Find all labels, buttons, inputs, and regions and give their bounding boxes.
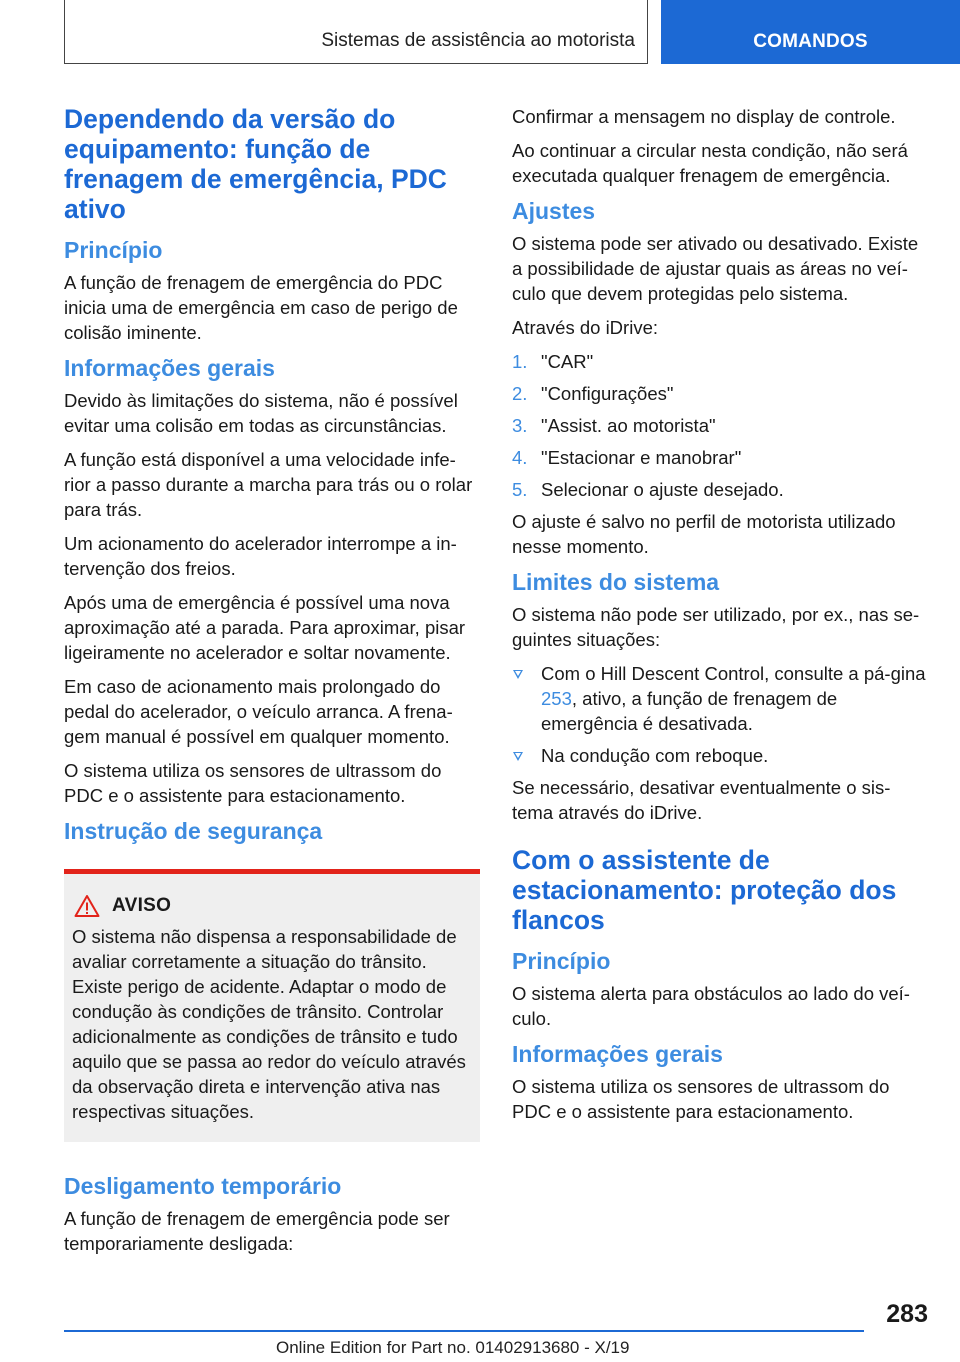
step-text: "Estacionar e manobrar" bbox=[541, 447, 742, 468]
limits-paragraph: O sistema não pode ser utilizado, por ex., nas se‐guintes situações: bbox=[512, 604, 920, 650]
warning-text: O sistema não dispensa a responsabilidade de avaliar corretamente a situação do trânsito. Existe perigo de acidente. Adaptar o modo de condução às condições de trânsito. Controlar adicionalmente as condições de trânsito e tudo aquilo que se passa ao redor do veículo através da observação direta e intervenção ativa nas respectivas situações. bbox=[72, 926, 466, 1122]
section-heading-flank-protection: Com o assistente de estacionamento: proteção dos flancos bbox=[512, 845, 897, 935]
list-item bbox=[512, 477, 928, 502]
step-text: "Assist. ao motorista" bbox=[541, 415, 716, 436]
safety-heading: Instrução de segurança bbox=[64, 818, 323, 844]
general-paragraph: O sistema utiliza os sensores de ultrassom do PDC e o assistente para estacionamento. bbox=[64, 760, 442, 806]
general-paragraph: Um acionamento do acelerador interrompe a in‐tervenção dos freios. bbox=[64, 533, 457, 579]
temporary-off-heading: Desligamento temporário bbox=[64, 1173, 342, 1199]
settings-steps-list bbox=[512, 349, 928, 502]
general-info-heading: Informações gerais bbox=[64, 355, 275, 381]
principle-heading: Princípio bbox=[512, 948, 611, 974]
list-item bbox=[512, 743, 928, 768]
general-paragraph: Devido às limitações do sistema, não é possível evitar uma colisão em todas as circunstâncias. bbox=[64, 390, 458, 436]
header-box bbox=[64, 0, 648, 64]
continue-paragraph: Ao continuar a circular nesta condição, não será executada qualquer frenagem de emergência. bbox=[512, 140, 908, 186]
chapter-tab bbox=[661, 0, 960, 64]
limits-heading: Limites do sistema bbox=[512, 569, 720, 595]
principle-text: A função de frenagem de emergência do PDC inicia uma de emergência em caso de perigo de colisão iminente. bbox=[64, 272, 458, 343]
principle-heading: Princípio bbox=[64, 237, 163, 263]
right-column bbox=[512, 104, 928, 1133]
general-paragraph: Em caso de acionamento mais prolongado do pedal do acelerador, o veículo arranca. A frena‐gem manual é possível em qualquer momento. bbox=[64, 676, 453, 747]
step-number: 5. bbox=[512, 479, 528, 500]
principle-text: O sistema alerta para obstáculos ao lado do veí‐culo. bbox=[512, 983, 910, 1029]
warning-box bbox=[64, 869, 480, 1142]
page-number: 283 bbox=[886, 1300, 928, 1328]
step-text: Selecionar o ajuste desejado. bbox=[541, 479, 784, 500]
section-title: Sistemas de assistência ao motorista bbox=[321, 30, 635, 51]
bullet-triangle-icon bbox=[513, 752, 523, 761]
page-reference-link[interactable]: 253 bbox=[541, 688, 572, 709]
left-column bbox=[64, 104, 480, 1265]
chapter-tab-label: COMANDOS bbox=[753, 31, 868, 52]
general-paragraph: O sistema utiliza os sensores de ultrassom do PDC e o assistente para estacionamento. bbox=[512, 1076, 890, 1122]
bullet-triangle-icon bbox=[513, 670, 523, 679]
list-item bbox=[512, 349, 928, 374]
general-info-heading: Informações gerais bbox=[512, 1041, 723, 1067]
warning-label: AVISO bbox=[112, 895, 172, 916]
list-item bbox=[512, 381, 928, 406]
general-paragraph: A função está disponível a uma velocidade infe‐rior a passo durante a marcha para trás ou o rolar para trás. bbox=[64, 449, 473, 520]
temporary-off-text: A função de frenagem de emergência pode ser temporariamente desligada: bbox=[64, 1208, 450, 1254]
limit-text: , ativo, a função de frenagem de emergência é desativada. bbox=[541, 688, 838, 734]
settings-paragraph: O ajuste é salvo no perfil de motorista utilizado nesse momento. bbox=[512, 511, 896, 557]
step-number: 1. bbox=[512, 351, 528, 372]
list-item bbox=[512, 445, 928, 470]
footer-divider bbox=[64, 1330, 864, 1332]
warning-header bbox=[74, 894, 472, 918]
limit-text: Na condução com reboque. bbox=[541, 745, 769, 766]
limits-list bbox=[512, 661, 928, 768]
limits-paragraph: Se necessário, desativar eventualmente o sis‐tema através do iDrive. bbox=[512, 777, 891, 823]
confirm-paragraph: Confirmar a mensagem no display de controle. bbox=[512, 106, 896, 127]
footer-edition: Online Edition for Part no. 01402913680 - X/19 bbox=[276, 1338, 630, 1357]
step-text: "CAR" bbox=[541, 351, 594, 372]
settings-heading: Ajustes bbox=[512, 198, 596, 224]
settings-paragraph: Através do iDrive: bbox=[512, 317, 658, 338]
settings-paragraph: O sistema pode ser ativado ou desativado. Existe a possibilidade de ajustar quais as áreas no veí‐culo que devem protegidas pelo sistema. bbox=[512, 233, 919, 304]
section-heading-emergency-braking: Dependendo da versão do equipamento: função de frenagem de emergência, PDC ativo bbox=[64, 104, 447, 224]
step-text: "Configurações" bbox=[541, 383, 674, 404]
general-paragraph: Após uma de emergência é possível uma nova aproximação até a parada. Para aproximar, pisar ligeiramente no acelerador e soltar novamente. bbox=[64, 592, 466, 663]
warning-triangle-icon bbox=[74, 894, 100, 918]
limit-text: Com o Hill Descent Control, consulte a pá‐gina bbox=[541, 663, 926, 684]
step-number: 2. bbox=[512, 383, 528, 404]
list-item bbox=[512, 413, 928, 438]
step-number: 4. bbox=[512, 447, 528, 468]
list-item bbox=[512, 661, 928, 736]
step-number: 3. bbox=[512, 415, 528, 436]
